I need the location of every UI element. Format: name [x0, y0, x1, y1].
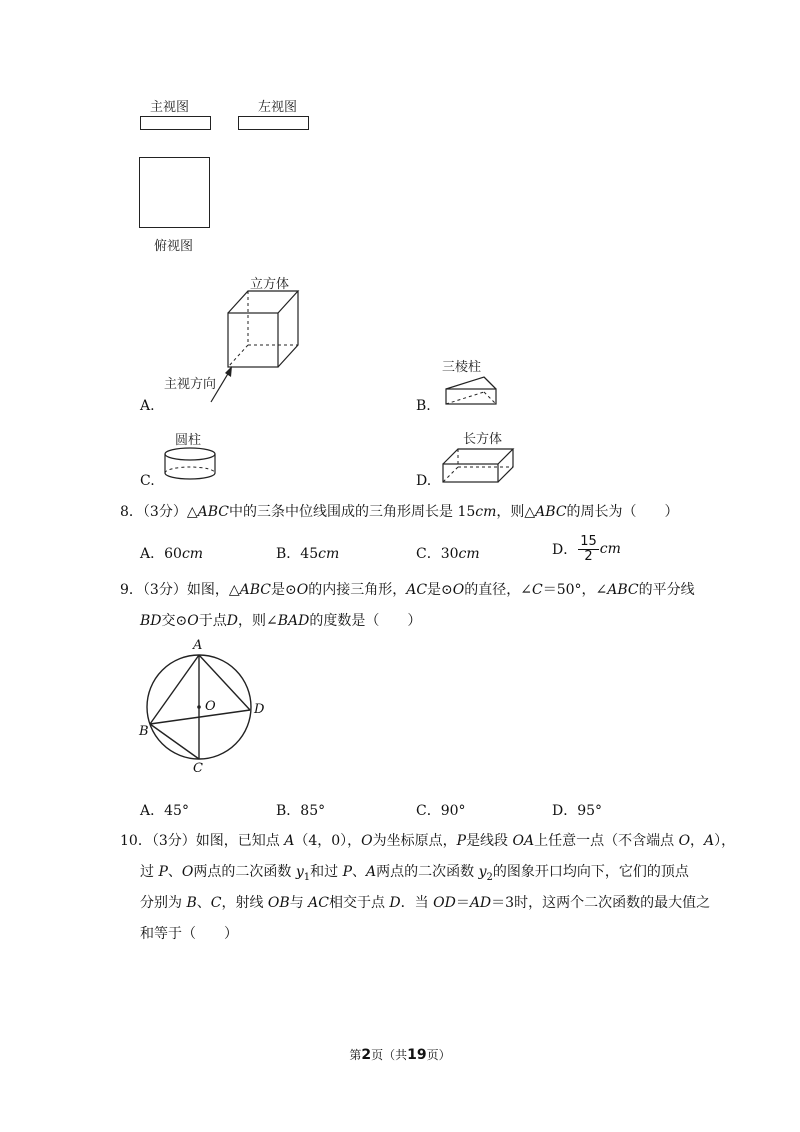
text-run: ．当	[400, 895, 434, 911]
q10-score: （3分）	[151, 833, 196, 849]
q10-line-3-text	[140, 895, 710, 911]
front-direction-label: 主视方向	[164, 377, 217, 392]
footer-total-pages: 19	[407, 1047, 427, 1063]
text-run: C	[210, 895, 222, 911]
top-view-label: 俯视图	[154, 239, 194, 254]
text-run: AC	[308, 895, 329, 911]
text-run: 如图，已知点	[195, 833, 285, 849]
option-7b-letter: B.	[416, 398, 431, 414]
text-run: 是⊙	[427, 582, 453, 598]
text-run: OB	[267, 895, 290, 911]
left-view-label: 左视图	[258, 100, 298, 115]
q8-unit: cm	[475, 504, 497, 520]
text-run: O	[187, 613, 199, 629]
text-run: O	[678, 833, 691, 849]
q8-text-1: △	[186, 504, 198, 520]
text-run: y	[295, 864, 304, 880]
option-8a-unit: cm	[181, 546, 204, 562]
q10-line-4-text	[140, 926, 238, 942]
option-9d-value: 95°	[577, 803, 603, 819]
text-run: A	[704, 833, 715, 849]
option-7a-letter: A.	[140, 398, 155, 414]
text-run: ＝50°，∠	[542, 582, 608, 598]
text-run: ，则∠	[237, 613, 278, 629]
text-run: 、	[351, 864, 366, 880]
text-run: 的平分线	[638, 582, 695, 598]
option-8a-value: 60	[164, 546, 182, 562]
text-run: ABC	[607, 582, 639, 598]
q9-score: （3分）	[142, 582, 187, 598]
page-footer	[0, 1046, 800, 1063]
text-run: 和等于（ ）	[140, 926, 238, 942]
text-run: BAD	[277, 613, 310, 629]
footer-prefix: 第	[349, 1048, 362, 1062]
q8-text-2: 中的三条中位线围成的三角形周长是 15	[229, 504, 476, 520]
option-8b-value: 45	[300, 546, 319, 562]
text-run: 分别为	[140, 895, 187, 911]
option-9b-value: 85°	[300, 803, 326, 819]
option-7c-letter: C.	[140, 473, 155, 489]
text-run: AD	[469, 895, 492, 911]
option-9d-letter: D．	[552, 803, 578, 819]
text-run: 2	[486, 871, 493, 883]
q8-score: （3分）	[142, 504, 187, 520]
text-run: 交⊙	[161, 613, 188, 629]
text-run: 如图，△	[186, 582, 240, 598]
text-run: 上任意一点（不含端点	[534, 833, 679, 849]
point-c-label: C	[193, 761, 203, 776]
text-run: 、	[196, 895, 211, 911]
text-run: 的图象开口均向下，它们的顶点	[492, 864, 689, 880]
option-9c-letter: C．	[416, 803, 441, 819]
text-run: 过	[140, 864, 159, 880]
text-run: 是线段	[466, 833, 513, 849]
text-run: y	[478, 864, 487, 880]
option-8b-letter: B．	[276, 546, 301, 562]
text-run: O	[361, 833, 373, 849]
text-run: 两点的二次函数	[376, 864, 479, 880]
point-d-label: D	[254, 702, 265, 717]
q9-number: 9．	[120, 582, 143, 598]
question-10-line-4	[140, 924, 238, 944]
q10-number: 10．	[120, 833, 152, 849]
question-10-line-2	[140, 862, 689, 888]
text-run: 、	[167, 864, 182, 880]
text-run: 与	[289, 895, 309, 911]
option-9b-letter: B．	[276, 803, 301, 819]
option-7d-letter: D.	[416, 473, 432, 489]
q10-line-1-text	[196, 833, 735, 849]
fraction-denominator: 2	[584, 549, 593, 564]
text-run: 是⊙	[271, 582, 297, 598]
option-8c-unit: cm	[458, 546, 480, 562]
option-8c-value: 30	[440, 546, 459, 562]
text-run: ＝	[455, 895, 470, 911]
footer-middle: 页（共	[371, 1048, 408, 1062]
text-run: 两点的二次函数	[193, 864, 296, 880]
option-8a-letter: A．	[140, 546, 165, 562]
text-run: 的度数是（ ）	[309, 613, 422, 629]
question-10-line-1	[120, 831, 735, 851]
option-9c-value: 90°	[440, 803, 466, 819]
text-run: 相交于点	[328, 895, 390, 911]
text-run: 的直径，∠	[464, 582, 532, 598]
option-8d-letter: D．	[552, 542, 578, 558]
text-run: ABC	[239, 582, 271, 598]
text-run: 和过	[310, 864, 343, 880]
option-9b	[276, 800, 325, 820]
q8-abc-2: ABC	[535, 504, 567, 520]
option-8b-unit: cm	[318, 546, 340, 562]
text-run: ），	[714, 833, 736, 849]
text-run: A	[284, 833, 295, 849]
text-run: ，射线	[221, 895, 268, 911]
text-run: OA	[512, 833, 535, 849]
q8-abc-1: ABC	[197, 504, 229, 520]
text-run: P	[158, 864, 168, 880]
text-run: O	[452, 582, 465, 598]
text-run: P	[456, 833, 467, 849]
text-run: A	[365, 864, 377, 880]
text-run: D	[389, 895, 401, 911]
text-run: D	[226, 613, 238, 629]
text-run: ＝3时，这两个二次函数的最大值之	[491, 895, 711, 911]
text-run: P	[342, 864, 352, 880]
text-run: （4，0），	[294, 833, 362, 849]
text-run: B	[186, 895, 197, 911]
q8-text-3: ，则△	[496, 504, 536, 520]
point-o-label: O	[205, 699, 216, 714]
q8-number: 8．	[120, 504, 143, 520]
option-9a-value: 45°	[164, 803, 189, 819]
text-run: AC	[406, 582, 428, 598]
text-run: ，	[690, 833, 705, 849]
front-view-label: 主视图	[150, 100, 190, 115]
text-run: 的内接三角形，	[308, 582, 407, 598]
option-9a	[140, 800, 189, 820]
text-run: 为坐标原点，	[372, 833, 457, 849]
prism-label: 三棱柱	[442, 360, 482, 375]
fraction-numerator: 15	[580, 534, 597, 549]
text-run: O	[181, 864, 194, 880]
text-run: 于点	[198, 613, 227, 629]
q8-text-4: 的周长为（ ）	[566, 504, 679, 520]
text-run: O	[296, 582, 309, 598]
cube-label: 立方体	[250, 277, 290, 292]
point-b-label: B	[139, 724, 149, 739]
footer-suffix: 页）	[426, 1048, 451, 1062]
text-run: OD	[433, 895, 456, 911]
text-run: C	[532, 582, 543, 598]
option-8c-letter: C．	[416, 546, 441, 562]
q10-line-2-text	[140, 864, 689, 883]
option-8d-unit: cm	[599, 541, 621, 557]
cylinder-label: 圆柱	[175, 433, 202, 448]
cuboid-label: 长方体	[463, 432, 503, 447]
question-10-line-3	[140, 893, 710, 913]
option-9a-letter: A．	[140, 803, 165, 819]
option-9c	[416, 800, 466, 820]
option-9d	[552, 800, 602, 820]
text-run: BD	[140, 613, 162, 629]
point-a-label: A	[193, 638, 203, 653]
footer-page-number: 2	[361, 1047, 372, 1063]
text-run: 1	[303, 871, 311, 883]
